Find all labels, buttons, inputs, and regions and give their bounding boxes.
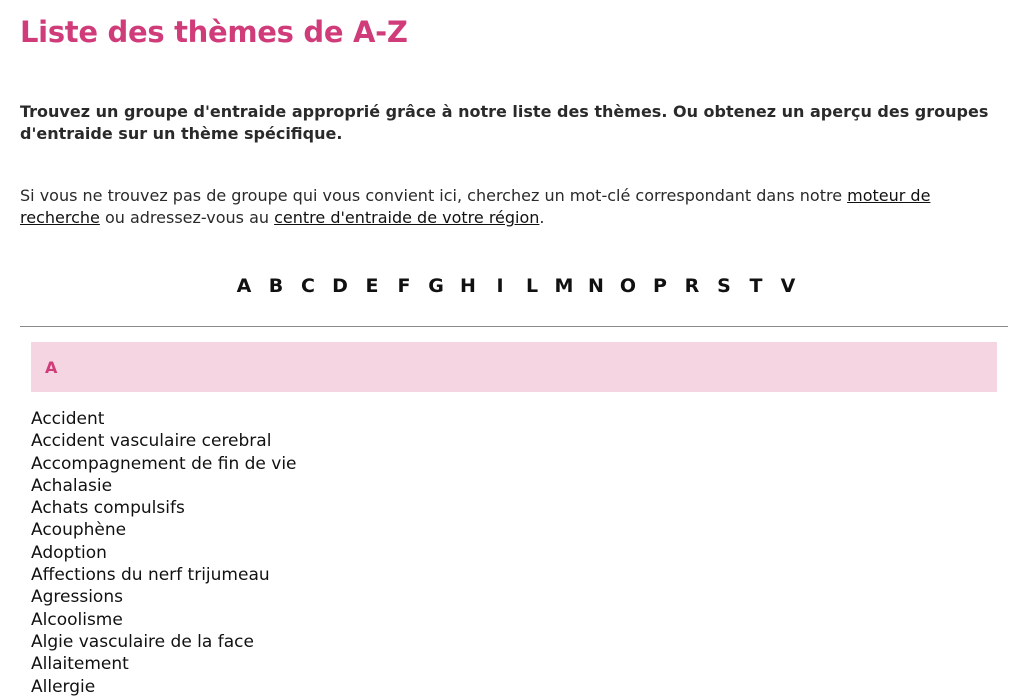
alphabet-link-d[interactable]: D (332, 275, 348, 297)
alphabet-link-i[interactable]: I (496, 275, 504, 297)
info-text-before: Si vous ne trouvez pas de groupe qui vous convient ici, cherchez un mot-clé correspondant dans notre (20, 186, 848, 205)
alphabet-link-p[interactable]: P (653, 275, 667, 297)
list-item (31, 676, 1004, 698)
list-item (31, 653, 1004, 675)
theme-link[interactable]: Allaitement (31, 654, 129, 675)
search-engine-link[interactable]: moteur de recherche (20, 186, 931, 227)
alphabet-link-v[interactable]: V (780, 275, 796, 297)
section-header-a (31, 342, 997, 392)
theme-link[interactable]: Acouphène (31, 520, 127, 541)
theme-link[interactable]: Alcoolisme (31, 609, 123, 630)
alphabet-link-h[interactable]: H (460, 275, 476, 297)
divider (20, 326, 1008, 327)
list-item (31, 430, 1004, 452)
list-item (31, 609, 1004, 631)
theme-link[interactable]: Allergie (31, 676, 96, 697)
alphabet-link-o[interactable]: O (619, 275, 637, 297)
theme-link[interactable]: Adoption (31, 542, 107, 563)
alphabet-link-n[interactable]: N (588, 275, 604, 297)
info-text-after: . (539, 208, 545, 227)
list-item (31, 408, 1004, 430)
list-item (31, 453, 1004, 475)
theme-link[interactable]: Algie vasculaire de la face (31, 631, 254, 652)
alphabet-link-f[interactable]: F (397, 275, 411, 297)
alphabet-link-s[interactable]: S (717, 275, 731, 297)
section-letter: A (45, 357, 58, 377)
theme-list (31, 408, 1004, 698)
list-item (31, 497, 1004, 519)
alphabet-link-g[interactable]: G (428, 275, 444, 297)
alphabet-link-t[interactable]: T (749, 275, 763, 297)
theme-link[interactable]: Accompagnement de fin de vie (31, 453, 297, 474)
list-item (31, 586, 1004, 608)
list-item (31, 542, 1004, 564)
alphabet-link-r[interactable]: R (684, 275, 700, 297)
intro-lead: Trouvez un groupe d'entraide approprié grâce à notre liste des thèmes. Ou obtenez un aperçu des groupes d'entraide sur un thème spécifique. (20, 102, 989, 143)
theme-link[interactable]: Agressions (31, 587, 123, 608)
alphabet-link-c[interactable]: C (301, 275, 315, 297)
theme-link[interactable]: Achats compulsifs (31, 498, 185, 519)
theme-link[interactable]: Accident (31, 409, 105, 429)
alphabet-link-e[interactable]: E (365, 275, 379, 297)
list-item (31, 475, 1004, 497)
list-item (31, 564, 1004, 586)
info-text-middle: ou adressez-vous au (99, 208, 275, 227)
theme-link[interactable]: Achalasie (31, 475, 113, 496)
regional-center-link[interactable]: centre d'entraide de votre région (274, 208, 540, 227)
alphabet-link-b[interactable]: B (268, 275, 284, 297)
list-item (31, 631, 1004, 653)
alphabet-link-a[interactable]: A (236, 275, 252, 297)
theme-link[interactable]: Affections du nerf trijumeau (31, 565, 270, 586)
intro-info (20, 185, 960, 229)
alphabet-nav (20, 273, 1004, 299)
alphabet-link-m[interactable]: M (554, 275, 574, 297)
list-item (31, 519, 1004, 541)
alphabet-link-l[interactable]: L (525, 275, 539, 297)
page-title: Liste des thèmes de A-Z (20, 15, 408, 49)
theme-link[interactable]: Accident vasculaire cerebral (31, 431, 272, 452)
